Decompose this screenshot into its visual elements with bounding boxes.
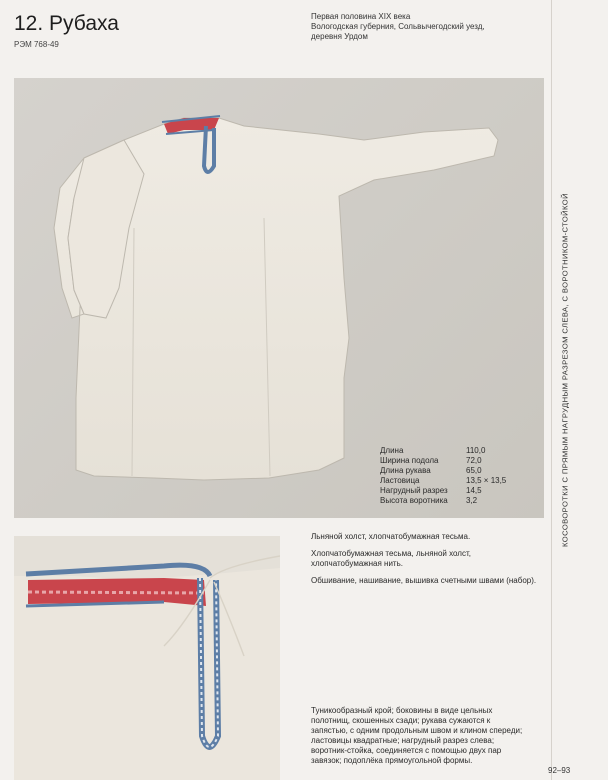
materials-list: Хлопчатобумажная тесьма, льняной холст, хлопчатобумажная нить. <box>311 549 471 568</box>
dim-label: Длина <box>380 446 404 455</box>
origin-village: деревня Урдом <box>311 32 368 41</box>
dim-row <box>380 466 510 476</box>
origin-date: Первая половина XIX века <box>311 12 411 21</box>
materials-text <box>311 532 541 593</box>
collar-detail-photo <box>14 536 280 780</box>
dim-row <box>380 496 510 506</box>
cut-description: Туникообразный крой; боковины в виде цельных полотнищ, скошенных сзади; рукава сужаются к запястью, с одним продольным швом и клином спереди; ластовицы квадратные; нагрудный разрез слева; воротник-стойка, соединяется с помощью двух пар завязок; подоплёка прямоугольной формы. <box>311 706 523 765</box>
dim-label: Ширина подола <box>380 456 439 465</box>
margin-rule <box>551 0 552 780</box>
section-title-vertical: КОСОВОРОТКИ С ПРЯМЫМ НАГРУДНЫМ РАЗРЕЗОМ СЛЕВА, С ВОРОТНИКОМ-СТОЙКОЙ <box>560 193 570 547</box>
dim-row <box>380 446 510 456</box>
dim-label: Длина рукава <box>380 466 431 475</box>
dim-value: 110,0 <box>466 446 486 455</box>
dim-value: 65,0 <box>466 466 482 475</box>
dim-value: 14,5 <box>466 486 482 495</box>
origin-info <box>311 12 531 42</box>
catalog-number: РЭМ 768-49 <box>14 40 59 49</box>
dim-label: Высота воротника <box>380 496 448 505</box>
dim-value: 72,0 <box>466 456 482 465</box>
page-number: 92–93 <box>548 766 571 775</box>
collar-detail-illustration <box>14 536 280 780</box>
dim-row <box>380 456 510 466</box>
dim-row <box>380 476 510 486</box>
dim-row <box>380 486 510 496</box>
origin-region: Вологодская губерния, Сольвычегодский уезд, <box>311 22 485 31</box>
materials-fabric: Льняной холст, хлопчатобумажная тесьма. <box>311 532 471 541</box>
dim-value: 3,2 <box>466 496 478 505</box>
embroidery-band <box>28 578 206 606</box>
materials-technique: Обшивание, нашивание, вышивка счетными швами (набор). <box>311 576 537 585</box>
dim-label: Нагрудный разрез <box>380 486 448 495</box>
dim-label: Ластовица <box>380 476 420 485</box>
page-title: 12. Рубаха <box>14 12 119 35</box>
dimensions-table <box>380 446 510 506</box>
dim-value: 13,5 × 13,5 <box>466 476 507 485</box>
